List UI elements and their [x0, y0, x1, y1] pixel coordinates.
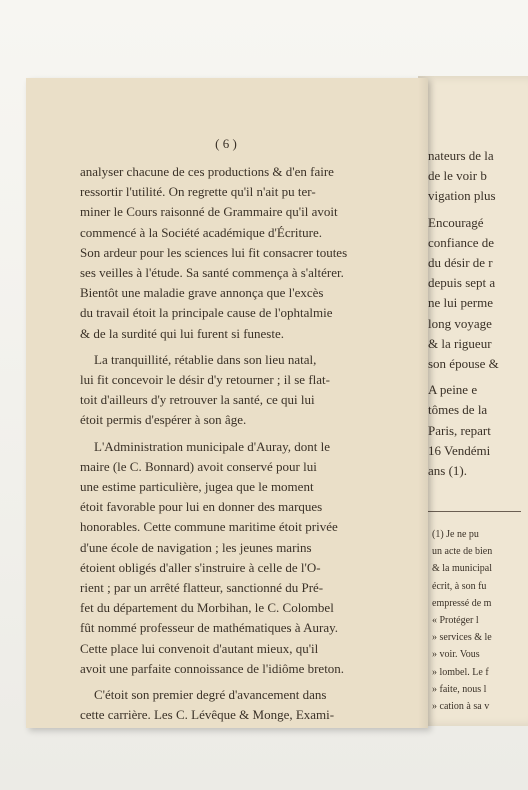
body-line: miner le Cours raisonné de Grammaire qu'il avoit [80, 204, 338, 220]
footnote-line: » voir. Vous [432, 649, 480, 661]
right-line: de le voir b [428, 168, 487, 184]
right-line: tômes de la [428, 402, 488, 418]
body-line: lui fit concevoir le désir d'y retourner ; il se flat- [80, 372, 330, 388]
right-line: du désir de r [428, 255, 493, 271]
right-line: ans (1). [428, 463, 467, 479]
body-line: analyser chacune de ces productions & d'en faire [80, 164, 334, 179]
footnote-line: un acte de bien [432, 546, 493, 558]
body-line: toit d'ailleurs d'y retrouver la santé, ce qui lui [80, 392, 315, 408]
body-line: cette carrière. Les C. Lévêque & Monge, Exami- [80, 707, 335, 723]
right-line: 16 Vendémi [428, 442, 491, 458]
right-page-text [428, 146, 528, 481]
body-line: honorables. Cette commune maritime étoit privée [80, 519, 338, 535]
body-line: rient ; par un arrêté flatteur, sanctionné du Pré- [80, 580, 324, 596]
footnote-line: « Protéger l [432, 615, 479, 627]
body-line: avoit une parfaite connoissance de l'idiôme breton. [80, 660, 345, 676]
footnote-line: écrit, à son fu [432, 580, 487, 592]
body-line: Cette place lui convenoit d'autant mieux, qu'il [80, 640, 319, 656]
right-line: & la rigueur [428, 335, 492, 351]
right-line: long voyage [428, 315, 492, 331]
right-line: Paris, repart [428, 422, 491, 438]
body-line: étoient obligés d'aller s'instruire à celle de l'O- [80, 559, 321, 575]
right-page [418, 76, 528, 726]
body-line: & de la surdité qui lui furent si funeste. [80, 325, 284, 341]
footnote-line: & la municipal [432, 563, 492, 575]
footnote-line: » faite, nous l [432, 683, 487, 695]
footnote-rule [426, 511, 521, 512]
footnote [432, 526, 528, 715]
right-line: Encouragé [428, 214, 484, 230]
right-line: confiance de [428, 234, 495, 250]
footnote-line: » services & le [432, 632, 492, 644]
body-line: d'une école de navigation ; les jeunes marins [80, 539, 312, 555]
body-line: Son ardeur pour les sciences lui fit consacrer toutes [80, 244, 348, 260]
right-line: son épouse & [428, 356, 499, 372]
left-page [26, 78, 428, 728]
body-line: ressortir l'utilité. On regrette qu'il n'ait pu ter- [80, 184, 316, 200]
body-line: maire (le C. Bonnard) avoit conservé pour lui [80, 458, 317, 474]
right-line: ne lui perme [428, 295, 493, 311]
right-line: depuis sept a [428, 275, 496, 291]
body-line: fût nommé professeur de mathématiques à Auray. [80, 620, 338, 636]
body-line: ses veilles à l'étude. Sa santé commença à s'altérer. [80, 265, 344, 281]
footnote-line: » lombel. Le f [432, 666, 489, 678]
body-line: C'étoit son premier degré d'avancement dans [94, 687, 327, 703]
right-line: nateurs de la [428, 148, 494, 163]
body-line: étoit favorable pour lui en donner des marques [80, 499, 323, 515]
body-line: Bientôt une maladie grave annonça que l'excès [80, 285, 324, 301]
footnote-line: (1) Je ne pu [432, 529, 479, 540]
body-line: La tranquillité, rétablie dans son lieu natal, [94, 351, 317, 367]
body-line: L'Administration municipale d'Auray, dont le [94, 438, 330, 454]
body-line: du travail étoit la principale cause de l'ophtalmie [80, 305, 333, 321]
footnote-line: » cation à sa v [432, 701, 490, 713]
page-number: ( 6 ) [215, 136, 237, 151]
left-page-text [80, 162, 420, 725]
right-line: A peine e [428, 382, 478, 398]
body-line: une estime particulière, jugea que le moment [80, 479, 314, 495]
body-line: commencé à la Société académique d'Écriture. [80, 224, 322, 240]
body-line: fet du département du Morbihan, le C. Colombel [80, 600, 334, 616]
footnote-line: empressé de m [432, 597, 492, 609]
right-line: vigation plus [428, 188, 496, 204]
body-line: étoit permis d'espérer à son âge. [80, 412, 247, 428]
